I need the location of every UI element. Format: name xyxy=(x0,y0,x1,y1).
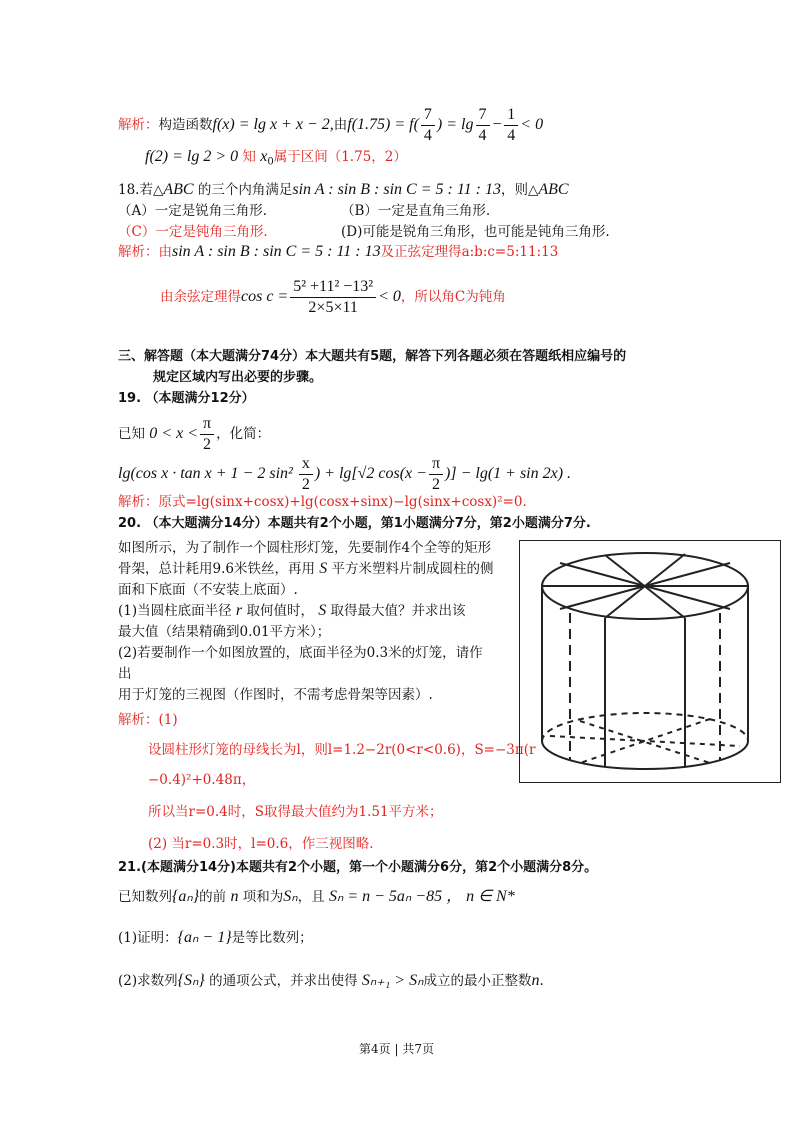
section-heading-text: 19. （本题满分12分） xyxy=(118,391,255,406)
math-expression: − xyxy=(491,116,503,133)
text-segment: 由 xyxy=(333,117,348,133)
text-line xyxy=(118,972,544,990)
fraction xyxy=(476,105,490,146)
math-expression: n xyxy=(531,972,540,989)
text-segment: (2)若要制作一个如图放置的，底面半径为0.3米的灯笼，请作 xyxy=(118,645,483,661)
text-segment: 0 xyxy=(267,156,274,168)
text-line xyxy=(118,581,298,599)
section-heading-text: 规定区域内写出必要的步骤。 xyxy=(153,370,323,385)
text-line xyxy=(118,181,569,199)
text-segment: 取何值时， xyxy=(242,603,319,619)
fraction-denominator: 2 xyxy=(203,436,212,453)
text-line xyxy=(118,888,515,906)
answer-text: 属于区间（1.75，2） xyxy=(273,149,407,165)
fraction xyxy=(429,454,443,495)
math-expression: Sₙ₊₁ > Sₙ xyxy=(361,972,424,989)
text-line xyxy=(118,858,597,877)
answer-text: 所以当r=0.4时，S取得最大值约为1.51平方米； xyxy=(148,804,443,820)
answer-text: 解析：(1) xyxy=(118,712,178,728)
math-expression: S xyxy=(319,560,328,577)
text-segment: （A）一定是锐角三角形. xyxy=(118,203,268,219)
math-expression: cos c = xyxy=(241,288,289,305)
math-expression: sin A : sin B : sin C = 5 : 11 : 13 xyxy=(172,243,381,260)
math-expression: ABC xyxy=(538,181,569,198)
text-segment: 出 xyxy=(118,666,132,682)
answer-text: 及正弦定理得a:b:c=5:11:13 xyxy=(380,244,559,260)
fraction-denominator: 4 xyxy=(423,127,432,144)
text-line xyxy=(118,493,527,511)
text-line xyxy=(148,835,374,853)
answer-text: （C）一定是钝角三角形. xyxy=(118,224,268,240)
math-expression: ABC xyxy=(163,181,194,198)
text-segment: 构造函数 xyxy=(158,117,213,133)
math-expression: f(2) = lg 2 > 0 xyxy=(145,148,239,165)
text-line xyxy=(118,665,132,683)
text-line xyxy=(118,644,483,662)
text-segment: ，化简： xyxy=(216,426,271,442)
fraction-numerator: 1 xyxy=(504,105,518,126)
fraction-numerator: π xyxy=(200,414,214,435)
fraction-numerator: π xyxy=(429,454,443,475)
answer-text: ，所以角C为钝角 xyxy=(400,289,506,305)
fraction-numerator: x xyxy=(299,454,313,475)
text-line xyxy=(148,771,255,789)
text-segment: ，且 xyxy=(297,889,329,905)
text-line xyxy=(118,514,591,533)
text-line xyxy=(118,454,571,495)
text-line xyxy=(118,539,491,557)
text-line xyxy=(148,741,536,759)
text-line xyxy=(341,202,490,220)
text-line xyxy=(341,223,610,241)
cylinder-drawing xyxy=(520,541,780,782)
math-expression: ) = lg xyxy=(436,116,474,133)
text-segment: . xyxy=(539,973,544,989)
text-line xyxy=(118,105,543,146)
text-line xyxy=(148,803,443,821)
answer-text: (2) 当r=0.3时，l=0.6，作三视图略. xyxy=(148,836,374,852)
fraction xyxy=(299,454,313,495)
text-segment: (2)求数列 xyxy=(118,973,178,989)
math-expression: {Sₙ} xyxy=(177,972,205,989)
answer-text: −0.4)²+0.48π， xyxy=(148,772,256,788)
text-segment: (1)证明： xyxy=(118,930,178,946)
text-line xyxy=(118,560,494,578)
math-expression: sin A : sin B : sin C = 5 : 11 : 13 xyxy=(292,181,501,198)
text-segment: 已知数列 xyxy=(118,889,172,905)
math-expression: {aₙ} xyxy=(172,888,200,905)
fraction-numerator: 7 xyxy=(421,105,435,126)
text-segment: 的三个内角满足 xyxy=(193,182,293,198)
math-expression: Sₙ xyxy=(283,888,298,905)
math-expression: r xyxy=(235,602,243,619)
answer-text: 设圆柱形灯笼的母线长为l，则l=1.2−2r(0<r<0.6)，S=−3π(r xyxy=(148,742,536,758)
page-footer: 第4页 | 共7页 xyxy=(359,1042,434,1056)
math-expression: f(x) = lg x + x − 2, xyxy=(212,116,334,133)
answer-text: 解析： xyxy=(118,117,159,133)
text-segment: 平方米塑料片制成圆柱的侧 xyxy=(327,561,494,577)
fraction-denominator: 2×5×11 xyxy=(308,299,358,316)
fraction xyxy=(504,105,518,146)
text-line xyxy=(145,148,407,172)
text-line xyxy=(118,243,558,261)
section-heading-text: 三、解答题（本大题满分74分）本大题共有5题，解答下列各题必须在答题纸相应编号的 xyxy=(118,349,627,364)
math-expression: < 0 xyxy=(378,288,401,305)
text-line xyxy=(118,711,178,729)
fraction-denominator: 2 xyxy=(301,476,310,493)
text-line xyxy=(118,347,626,366)
math-expression: {aₙ − 1} xyxy=(177,929,232,946)
text-segment: 项和为 xyxy=(238,889,284,905)
text-segment: 的通项公式，并求出使得 xyxy=(204,973,362,989)
text-line xyxy=(153,368,322,387)
text-line xyxy=(118,623,330,641)
section-heading-text: 21.(本题满分14分)本题共有2个小题，第一个小题满分6分，第2个小题满分8分。 xyxy=(118,860,598,875)
math-expression: f(1.75) = f( xyxy=(347,116,419,133)
text-line xyxy=(118,686,433,704)
math-expression: < 0 xyxy=(520,116,544,133)
fraction-denominator: 4 xyxy=(507,127,516,144)
text-segment: (D)可能是锐角三角形，也可能是钝角三角形. xyxy=(341,224,610,240)
text-line xyxy=(118,414,270,455)
text-line xyxy=(118,929,313,947)
answer-text: 知 xyxy=(238,149,261,165)
math-expression: lg(cos x · tan x + 1 − 2 sin² xyxy=(118,465,297,482)
fraction-denominator: 4 xyxy=(478,127,487,144)
text-line xyxy=(160,277,506,318)
text-segment: 骨架，总计耗用9.6米铁丝，再用 xyxy=(118,561,320,577)
text-segment: 成立的最小正整数 xyxy=(423,973,532,989)
answer-text: 由余弦定理得 xyxy=(160,289,241,305)
text-segment: (1)当圆柱底面半径 xyxy=(118,603,236,619)
text-segment: 面和下底面（不安装上底面）. xyxy=(118,582,298,598)
text-segment: ，则△ xyxy=(500,182,539,198)
text-line xyxy=(118,223,268,241)
text-segment: 最大值（结果精确到0.01平方米）； xyxy=(118,624,331,640)
math-expression: ) + lg[√2 cos(x − xyxy=(314,465,427,482)
text-segment: （B）一定是直角三角形. xyxy=(341,203,491,219)
math-expression: x xyxy=(260,148,268,165)
text-segment: 是等比数列； xyxy=(231,930,313,946)
text-segment: 的前 xyxy=(199,889,231,905)
fraction-denominator: 2 xyxy=(431,476,440,493)
math-expression: Sₙ = n − 5aₙ −85 ， n ∈ N* xyxy=(328,888,515,905)
answer-text: 解析：由 xyxy=(118,244,172,260)
text-line xyxy=(118,389,255,408)
text-segment: 已知 xyxy=(118,426,150,442)
section-heading-text: 20. （本大题满分14分）本题共有2个小题，第1小题满分7分，第2小题满分7分. xyxy=(118,516,591,531)
math-expression: 0 < x < xyxy=(149,425,198,442)
text-segment: 用于灯笼的三视图（作图时，不需考虑骨架等因素）. xyxy=(118,687,433,703)
math-expression: )] − lg(1 + sin 2x) . xyxy=(445,465,572,482)
text-segment: 如图所示，为了制作一个圆柱形灯笼，先要制作4个全等的矩形 xyxy=(118,540,492,556)
cylinder-lantern-figure xyxy=(519,540,781,783)
text-segment: 18.若△ xyxy=(118,182,164,198)
text-segment: 取得最大值？并求出该 xyxy=(326,603,466,619)
text-line xyxy=(118,602,466,620)
fraction xyxy=(200,414,214,455)
fraction xyxy=(421,105,435,146)
math-expression: S xyxy=(318,602,327,619)
fraction-numerator: 7 xyxy=(476,105,490,126)
math-expression: n xyxy=(230,888,239,905)
text-line xyxy=(118,202,267,220)
fraction-numerator: 5² +11² −13² xyxy=(290,277,376,298)
answer-text: 解析：原式=lg(sinx+cosx)+lg(cosx+sinx)−lg(sinx+cosx)²=0. xyxy=(118,494,527,510)
fraction xyxy=(290,277,376,318)
